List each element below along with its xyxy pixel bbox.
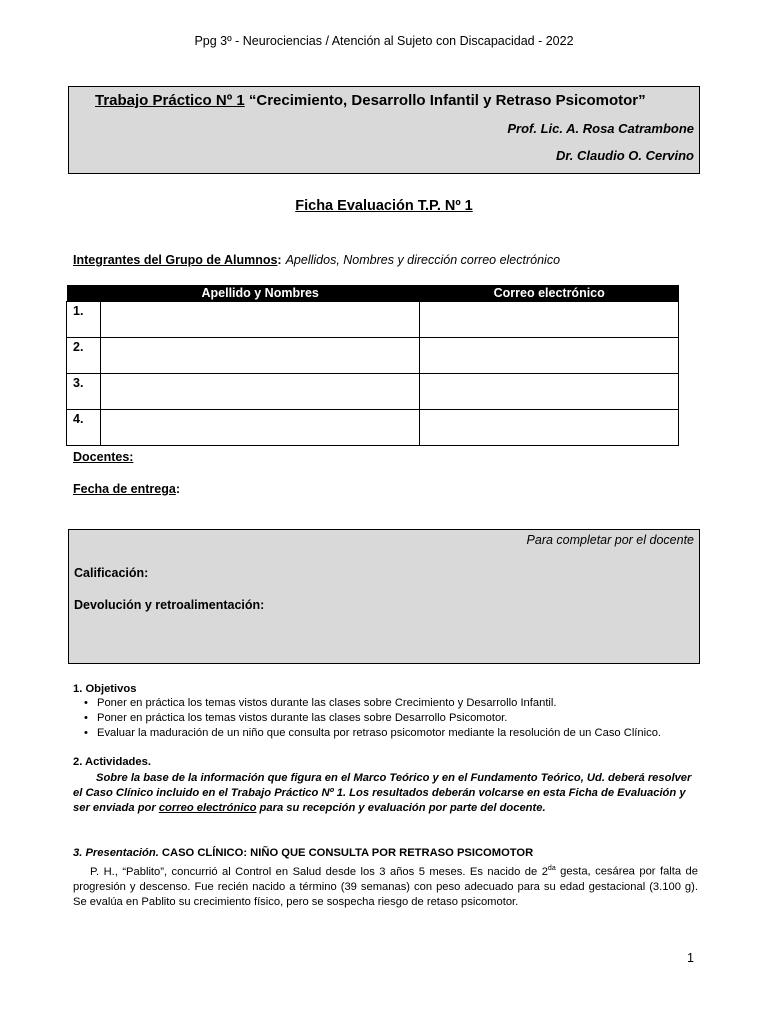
list-item: • Evaluar la maduración de un niño que consulta por retraso psicomotor mediante la resolución de un Caso Clínico. [84, 727, 661, 742]
table-header-row [67, 285, 679, 302]
fecha-colon: : [175, 482, 180, 496]
caso-text-sup: da [547, 865, 556, 872]
actividades-line-2: el Caso Clínico incluido en el Trabajo Práctico Nº 1. Los resultados deberán volcarse en esta Ficha de Evaluación y ser [73, 787, 686, 814]
row-number: 3. [67, 374, 101, 410]
actividades-title: 2. Actividades. [73, 756, 151, 768]
table-row [67, 374, 679, 410]
header-name: Apellido y Nombres [100, 285, 419, 302]
objetivos-title: 1. Objetivos [73, 683, 137, 695]
header-number [67, 285, 101, 302]
row-number: 4. [67, 410, 101, 446]
name-cell[interactable] [100, 302, 419, 338]
header-email: Correo electrónico [420, 285, 679, 302]
fecha-line [73, 482, 180, 496]
row-number: 2. [67, 338, 101, 374]
calificacion-label: Calificación: [74, 566, 149, 580]
evaluation-box [68, 529, 700, 664]
caso-text-a: P. H., “Pablito”, concurrió al Control en Salud desde los 3 años 5 meses. Es nacido de 2 [90, 865, 548, 878]
email-cell[interactable] [420, 410, 679, 446]
integrantes-line [73, 253, 560, 267]
objetivos-list [84, 697, 661, 742]
row-number: 1. [67, 302, 101, 338]
title-box [68, 86, 700, 174]
table-row [67, 338, 679, 374]
email-mention: correo electrónico [158, 802, 257, 814]
list-item: • Poner en práctica los temas vistos durante las clases sobre Crecimiento y Desarrollo Infantil. [84, 697, 661, 712]
list-item: • Poner en práctica los temas vistos durante las clases sobre Desarrollo Psicomotor. [84, 712, 661, 727]
table-row [67, 410, 679, 446]
fecha-label: Fecha de entrega [73, 482, 176, 496]
caso-clinico-text [73, 861, 698, 910]
actividades-line-1: Sobre la base de la información que figura en el Marco Teórico y en el Fundamento Teórico, Ud. deberá resolver [96, 772, 692, 784]
professor-name-2: Dr. Claudio O. Cervino [556, 148, 694, 163]
caso-text-b: gesta, cesárea por falta de progresión y descenso. Fue recién nacido a término (39 semanas) con peso adecuado para su edad gestacional (3.100 g). Se evalúa en Pablito su crecimiento físico, pero se sospecha riesgo de retaso psicomotor. [73, 865, 699, 908]
email-cell[interactable] [420, 338, 679, 374]
integrantes-hint: Apellidos, Nombres y dirección correo electrónico [285, 253, 561, 267]
actividades-line-3-post: para su recepción y evaluación por parte del docente. [256, 802, 546, 814]
email-cell[interactable] [420, 302, 679, 338]
title-number: Trabajo Práctico Nº 1 [95, 92, 245, 109]
integrantes-label: Integrantes del Grupo de Alumnos [73, 253, 278, 267]
page-header: Ppg 3º - Neurociencias / Atención al Sujeto con Discapacidad - 2022 [194, 34, 574, 48]
presentacion-heading: CASO CLÍNICO: NIÑO QUE CONSULTA POR RETRASO PSICOMOTOR [158, 847, 534, 859]
name-cell[interactable] [100, 374, 419, 410]
presentacion-title [73, 847, 533, 859]
ficha-title: Ficha Evaluación T.P. Nº 1 [295, 198, 473, 214]
name-cell[interactable] [100, 410, 419, 446]
actividades-line-3-pre: enviada por [92, 802, 159, 814]
actividades-text [73, 771, 698, 816]
integrantes-colon: : [277, 253, 282, 267]
email-cell[interactable] [420, 374, 679, 410]
professor-name-1: Prof. Lic. A. Rosa Catrambone [507, 121, 694, 136]
devolucion-label: Devolución y retroalimentación: [74, 598, 265, 612]
docentes-label: Docentes: [73, 450, 134, 464]
table-row [67, 302, 679, 338]
teacher-note: Para completar por el docente [526, 533, 694, 547]
name-cell[interactable] [100, 338, 419, 374]
page-number: 1 [687, 951, 694, 965]
presentacion-number: 3. Presentación. [73, 847, 159, 859]
document-title [95, 92, 646, 109]
students-table [66, 285, 679, 446]
title-subject: “Crecimiento, Desarrollo Infantil y Retraso Psicomotor” [244, 92, 646, 109]
